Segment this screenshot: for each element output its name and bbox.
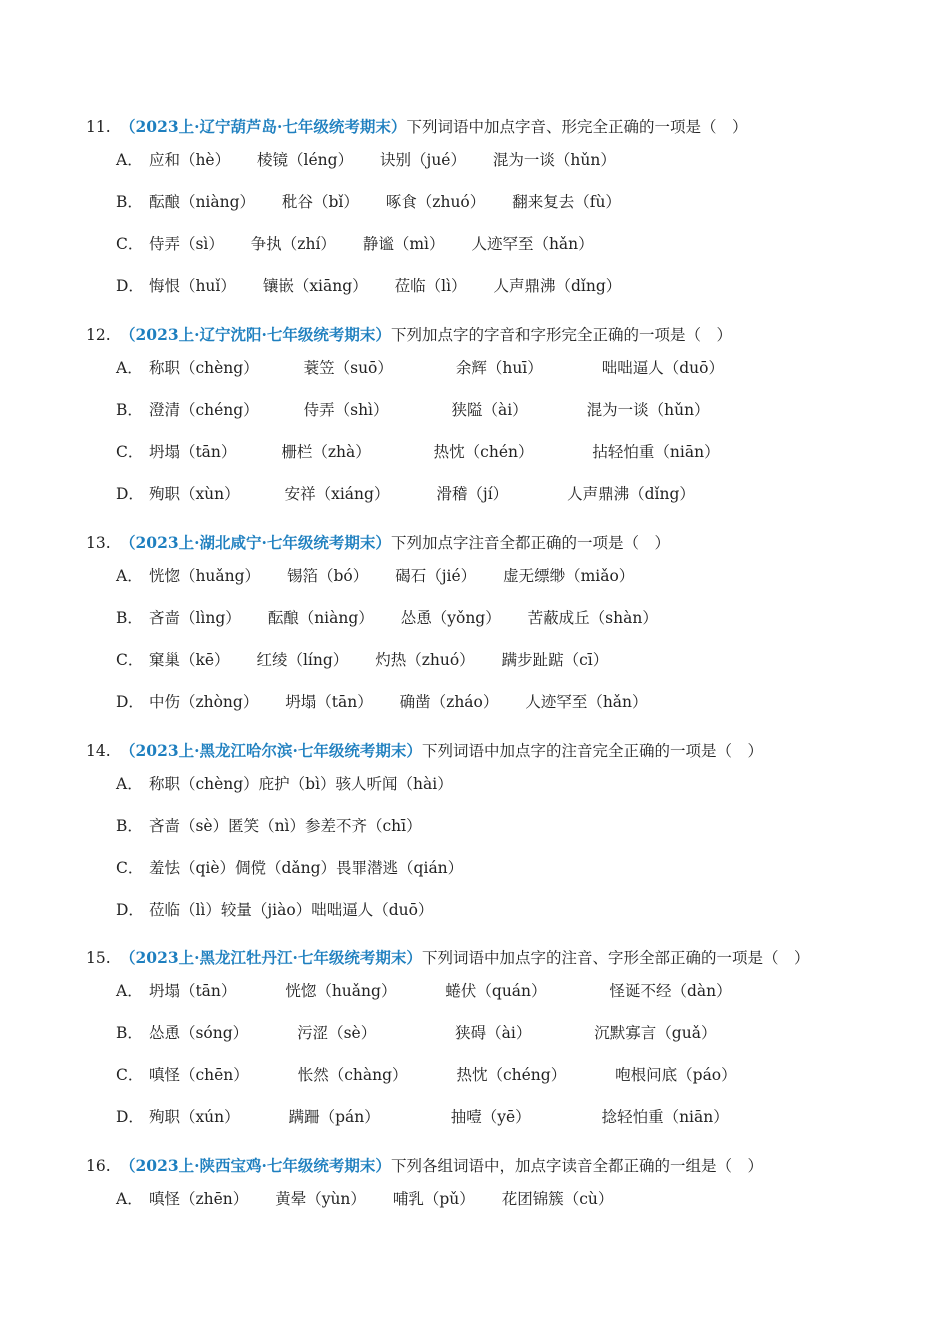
option-b [86,1012,809,1054]
term: 静谧（mì） [362,235,445,253]
option-letter: C． [116,235,144,253]
option-d [86,473,746,515]
option-d [86,1096,809,1138]
term: 人迹罕至（hǎn） [525,693,648,711]
term: 人声鼎沸（dǐng） [493,277,622,295]
option-letter: B． [116,817,143,835]
term: 坍塌（tān） [148,443,237,461]
term: 确凿（zháo） [399,693,499,711]
term: 余辉（huī） [455,359,543,377]
option-d [86,265,747,307]
option-letter: A． [116,1190,143,1208]
term: 翻来复去（fù） [512,193,621,211]
question-stem-line [86,736,763,766]
option-letter: A． [116,567,143,585]
option-letter: B． [116,401,143,419]
term: 殉职（xùn） [148,485,240,503]
question-stem: 下列词语中加点字音、形完全正确的一项是（ ） [406,118,748,136]
term: 镶嵌（xiāng） [262,277,368,295]
term: 诀别（jué） [380,151,466,169]
question-14 [86,736,763,931]
question-stem: 下列词语中加点字的注音完全正确的一项是（ ） [421,742,763,760]
option-a [86,139,747,181]
option-a [86,347,746,389]
option-letter: B． [116,1024,143,1042]
term: 虚无缥缈（miǎo） [503,567,635,585]
question-15 [86,943,809,1138]
term: 酝酿（niàng） [148,193,256,211]
option-letter: A． [116,151,143,169]
term: 混为一谈（hǔn） [586,401,710,419]
term: 争执（zhí） [250,235,336,253]
option-a [86,555,680,597]
option-letter: A． [116,775,143,793]
term: 嗔怪（chēn） [148,1066,249,1084]
term: 狭碍（ài） [455,1024,532,1042]
question-number: 16. [86,1157,111,1175]
option-letter: B． [116,193,143,211]
question-number: 14. [86,742,111,760]
term: 称职（chèng） [148,359,259,377]
term: 花团锦簇（cù） [501,1190,614,1208]
option-letter: C． [116,1066,144,1084]
term: 澄清（chéng） [148,401,259,419]
term: 侍弄（shì） [303,401,389,419]
term: 人迹罕至（hǎn） [471,235,594,253]
option-b [86,805,763,847]
term: 怂恿（yǒng） [400,609,501,627]
question-stem-line [86,528,680,558]
term: 狭隘（ài） [451,401,528,419]
term: 莅临（lì）较量（jiào）咄咄逼人（duō） [148,901,434,919]
question-stem-line [86,320,746,350]
term: 安祥（xiáng） [284,485,390,503]
option-letter: A． [116,982,143,1000]
question-stem: 下列词语中加点字的注音、字形全部正确的一项是（ ） [421,949,810,967]
question-16 [86,1151,763,1220]
option-letter: D． [116,693,144,711]
term: 滑稽（jí） [436,485,509,503]
term: 中伤（zhòng） [148,693,259,711]
question-stem: 下列各组词语中，加点字读音全都正确的一组是（ ） [390,1157,763,1175]
term: 红绫（líng） [256,651,349,669]
term: 热忱（chéng） [456,1066,567,1084]
question-stem-line [86,1151,763,1181]
option-c [86,223,747,265]
term: 坍塌（tān） [285,693,373,711]
term: 灼热（zhuó） [375,651,475,669]
question-stem-line [86,943,809,973]
option-letter: B． [116,609,143,627]
term: 吝啬（lìng） [148,609,241,627]
option-letter: C． [116,859,144,877]
term: 恍惚（huǎng） [285,982,397,1000]
question-source: （2023上·黑龙江哈尔滨·七年级统考期末） [120,741,422,760]
term: 吝啬（sè）匿笑（nì）参差不齐（chī） [148,817,422,835]
term: 莅临（lì） [394,277,467,295]
term: 蹒跚（pán） [288,1108,380,1126]
question-12 [86,320,746,515]
question-stem: 下列加点字注音全都正确的一项是（ ） [390,534,670,552]
question-number: 12. [86,326,111,344]
option-letter: C． [116,651,144,669]
term: 污涩（sè） [297,1024,377,1042]
option-c [86,1054,809,1096]
option-c [86,639,680,681]
term: 锡箔（bó） [287,567,369,585]
option-letter: D． [116,277,144,295]
option-b [86,181,747,223]
term: 抽噎（yē） [450,1108,531,1126]
term: 怅然（chàng） [297,1066,408,1084]
term: 恍惚（huǎng） [148,567,261,585]
question-source: （2023上·辽宁葫芦岛·七年级统考期末） [120,117,407,136]
term: 啄食（zhuó） [385,193,486,211]
option-b [86,597,680,639]
term: 嗔怪（zhēn） [148,1190,249,1208]
term: 咄咄逼人（duō） [601,359,724,377]
option-letter: C． [116,443,144,461]
term: 称职（chèng）庇护（bì）骇人听闻（hài） [148,775,453,793]
term: 捻轻怕重（niān） [601,1108,729,1126]
option-letter: A． [116,359,143,377]
question-source: （2023上·陕西宝鸡·七年级统考期末） [120,1156,391,1175]
term: 侍弄（sì） [148,235,224,253]
option-letter: D． [116,485,144,503]
term: 咆根问底（páo） [615,1066,737,1084]
question-11 [86,112,747,307]
question-source: （2023上·湖北咸宁·七年级统考期末） [120,533,391,552]
term: 沉默寡言（guǎ） [594,1024,717,1042]
question-stem: 下列加点字的字音和字形完全正确的一项是（ ） [390,326,732,344]
question-number: 13. [86,534,111,552]
option-b [86,389,746,431]
option-a [86,970,809,1012]
term: 哺乳（pǔ） [392,1190,475,1208]
question-source: （2023上·黑龙江牡丹江·七年级统考期末） [120,948,422,967]
question-number: 11. [86,118,111,136]
term: 蓑笠（suō） [303,359,393,377]
term: 殉职（xún） [148,1108,240,1126]
option-a [86,763,763,805]
term: 棱镜（léng） [257,151,354,169]
term: 酝酿（niàng） [267,609,374,627]
term: 混为一谈（hǔn） [492,151,616,169]
term: 秕谷（bǐ） [281,193,359,211]
option-letter: D． [116,901,144,919]
term: 黄晕（yùn） [275,1190,366,1208]
option-c [86,431,746,473]
term: 蹒步趾踮（cī） [501,651,609,669]
term: 拈轻怕重（niān） [592,443,720,461]
term: 蜷伏（quán） [445,982,547,1000]
term: 栅栏（zhà） [281,443,371,461]
option-d [86,889,763,931]
question-stem-line [86,112,747,142]
term: 应和（hè） [148,151,231,169]
option-letter: D． [116,1108,144,1126]
option-c [86,847,763,889]
term: 窠巢（kē） [148,651,230,669]
term: 热忱（chén） [433,443,534,461]
option-a [86,1178,763,1220]
question-source: （2023上·辽宁沈阳·七年级统考期末） [120,325,391,344]
term: 羞怯（qiè）倜傥（dǎng）畏罪潜逃（qián） [148,859,464,877]
term: 苦蔽成丘（shàn） [527,609,658,627]
option-d [86,681,680,723]
question-number: 15. [86,949,111,967]
term: 怂恿（sóng） [148,1024,249,1042]
term: 碣石（jié） [395,567,477,585]
term: 悔恨（huǐ） [148,277,236,295]
term: 人声鼎沸（dǐng） [567,485,695,503]
question-13 [86,528,680,723]
term: 坍塌（tān） [148,982,237,1000]
term: 怪诞不经（dàn） [609,982,732,1000]
